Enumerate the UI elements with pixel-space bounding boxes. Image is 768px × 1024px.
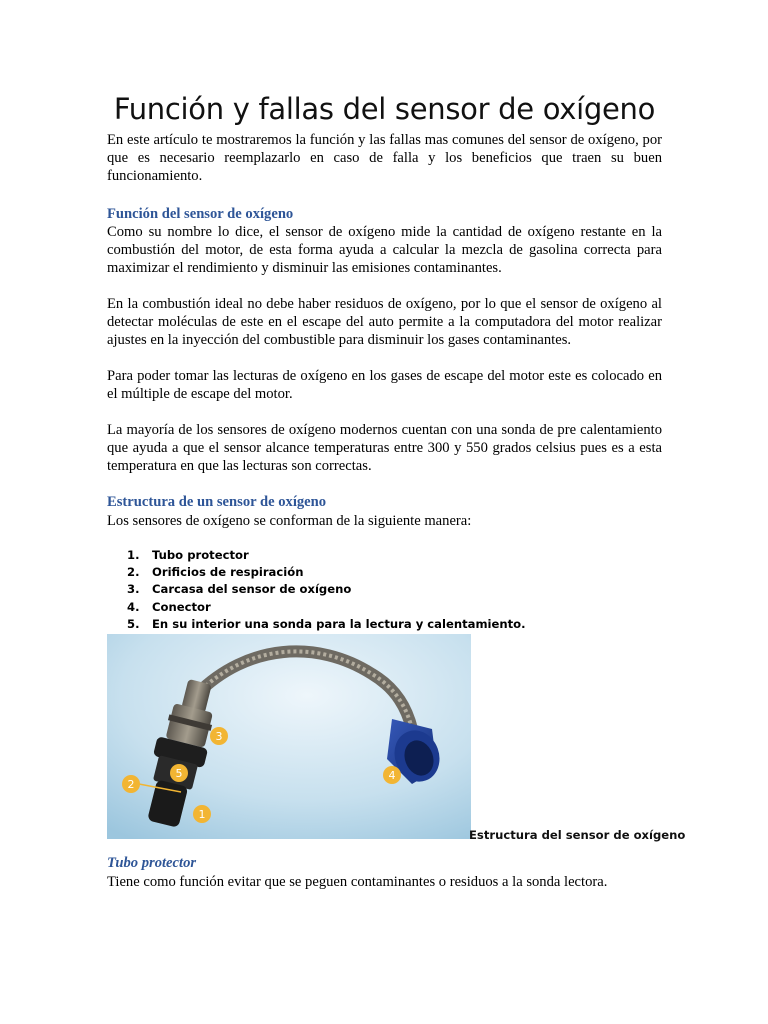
paragraph-funcion-3: Para poder tomar las lecturas de oxígeno en los gases de escape del motor este es colocado en el múltiple de escape del motor. bbox=[107, 368, 662, 402]
paragraph-tubo-protector: Tiene como función evitar que se peguen contaminantes o residuos a la sonda lectora. bbox=[107, 874, 608, 890]
paragraph-estructura-intro: Los sensores de oxígeno se conforman de la siguiente manera: bbox=[107, 513, 472, 529]
structure-list bbox=[127, 547, 526, 633]
section-heading-funcion: Función del sensor de oxígeno bbox=[107, 206, 294, 222]
paragraph-funcion-4: La mayoría de los sensores de oxígeno modernos cuentan con una sonda de pre calentamiento que ayuda a que el sensor alcance temperaturas entre 300 y 550 grados celsius pues es a esta temperatura en que las lecturas son correctas. bbox=[107, 422, 662, 474]
list-item bbox=[127, 599, 526, 616]
marker-3 bbox=[210, 727, 228, 745]
figure-caption: Estructura del sensor de oxígeno bbox=[469, 828, 686, 842]
list-item-text: Tubo protector bbox=[152, 548, 249, 562]
marker-5-label: 5 bbox=[175, 767, 183, 780]
list-item bbox=[127, 616, 526, 633]
list-item-number: 3. bbox=[127, 582, 140, 597]
list-item-number: 2. bbox=[127, 565, 140, 580]
list-item-number: 1. bbox=[127, 548, 140, 562]
list-item bbox=[127, 581, 526, 598]
marker-3-label: 3 bbox=[215, 730, 223, 743]
list-item-text: Orificios de respiración bbox=[152, 565, 304, 580]
list-item bbox=[127, 547, 526, 564]
paragraph-funcion-2: En la combustión ideal no debe haber residuos de oxígeno, por lo que el sensor de oxígeno al detectar moléculas de este en el escape del auto permite a la computadora del motor realizar ajustes en la inyección del combustible para disminuir los gases contaminantes. bbox=[107, 296, 662, 348]
list-item-number: 5. bbox=[127, 616, 140, 631]
marker-5 bbox=[170, 764, 188, 782]
section-heading-tubo-protector: Tubo protector bbox=[107, 855, 197, 871]
list-item-number: 4. bbox=[127, 599, 140, 614]
list-item-text: Carcasa del sensor de oxígeno bbox=[152, 582, 352, 597]
intro-paragraph: En este artículo te mostraremos la función y las fallas mas comunes del sensor de oxígeno, por que es necesario reemplazarlo en caso de falla y los beneficios que traen su buen funcionamiento. bbox=[107, 132, 662, 184]
marker-2-label: 2 bbox=[127, 778, 135, 791]
list-item bbox=[127, 564, 526, 581]
marker-4-label: 4 bbox=[388, 769, 396, 782]
marker-1-label: 1 bbox=[198, 808, 206, 821]
section-heading-estructura: Estructura de un sensor de oxígeno bbox=[107, 494, 327, 510]
document-title: Función y fallas del sensor de oxígeno bbox=[113, 92, 656, 126]
marker-2 bbox=[122, 775, 140, 793]
oxygen-sensor-image bbox=[107, 634, 471, 839]
marker-4 bbox=[383, 766, 401, 784]
marker-1 bbox=[193, 805, 211, 823]
paragraph-funcion-1: Como su nombre lo dice, el sensor de oxígeno mide la cantidad de oxígeno restante en la combustión del motor, de esta forma ayuda a calcular la mezcla de gasolina correcta para maximizar el rendimiento y disminuir las emisiones contaminantes. bbox=[107, 224, 662, 276]
list-item-text: En su interior una sonda para la lectura y calentamiento. bbox=[152, 616, 526, 631]
list-item-text: Conector bbox=[152, 599, 211, 614]
